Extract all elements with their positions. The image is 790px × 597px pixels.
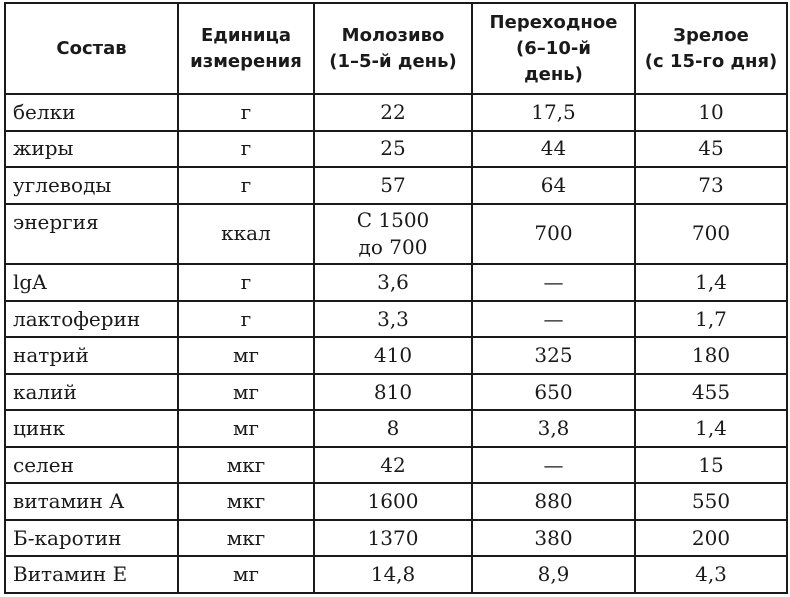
cell-colostrum: [314, 301, 472, 338]
table-header: [5, 3, 787, 94]
cell-mature: 15: [635, 447, 787, 484]
cell-mature: 455: [635, 374, 787, 411]
header-line: (1–5-й день): [329, 50, 457, 72]
cell-line: 1600: [367, 489, 419, 514]
cell-colostrum: [314, 167, 472, 204]
header-unit: [178, 3, 314, 94]
cell-unit: г: [178, 94, 314, 131]
cell-mature: 1,4: [635, 410, 787, 447]
table-row: [5, 301, 787, 338]
cell-line: 1370: [367, 525, 419, 550]
header-line: (6–10-й: [516, 37, 591, 59]
header-line: (с 15-го дня): [644, 50, 778, 72]
cell-composition: селен: [5, 447, 178, 484]
cell-line: С 1500: [356, 207, 430, 232]
cell-transitional: —: [472, 447, 635, 484]
header-line: Единица: [201, 24, 291, 46]
table-row: [5, 94, 787, 131]
cell-transitional: —: [472, 301, 635, 338]
header-mature: [635, 3, 787, 94]
cell-composition: Витамин Е: [5, 556, 178, 593]
cell-transitional: 380: [472, 520, 635, 557]
cell-transitional: 880: [472, 483, 635, 520]
cell-line: 3,3: [377, 306, 409, 331]
cell-line: 8: [386, 416, 400, 441]
cell-transitional: 700: [472, 204, 635, 265]
cell-composition: Б-каротин: [5, 520, 178, 557]
cell-mature: 180: [635, 337, 787, 374]
table-body: [5, 94, 787, 593]
cell-mature: 1,7: [635, 301, 787, 338]
header-transitional: [472, 3, 635, 94]
table-row: [5, 556, 787, 593]
cell-line: 22: [380, 99, 406, 124]
table-row: [5, 483, 787, 520]
cell-composition: жиры: [5, 131, 178, 168]
table-row: [5, 520, 787, 557]
cell-unit: мкг: [178, 520, 314, 557]
cell-mature: 700: [635, 204, 787, 265]
cell-mature: 200: [635, 520, 787, 557]
cell-composition: углеводы: [5, 167, 178, 204]
header-line: день): [524, 63, 583, 85]
cell-colostrum: [314, 520, 472, 557]
cell-mature: 1,4: [635, 264, 787, 301]
cell-composition: витамин А: [5, 483, 178, 520]
cell-mature: 550: [635, 483, 787, 520]
header-composition: [5, 3, 178, 94]
cell-composition: натрий: [5, 337, 178, 374]
header-line: измерения: [190, 50, 302, 72]
table-row: [5, 204, 787, 265]
cell-line: 410: [373, 343, 413, 368]
cell-colostrum: [314, 556, 472, 593]
cell-colostrum: [314, 483, 472, 520]
cell-colostrum: [314, 374, 472, 411]
header-row: [5, 3, 787, 94]
cell-transitional: 325: [472, 337, 635, 374]
cell-unit: мг: [178, 410, 314, 447]
cell-line: 57: [380, 172, 406, 197]
milk-composition-table-container: [4, 2, 786, 594]
cell-line: 810: [373, 379, 413, 404]
cell-line: 42: [380, 452, 406, 477]
cell-mature: 45: [635, 131, 787, 168]
cell-unit: г: [178, 167, 314, 204]
cell-unit: мкг: [178, 447, 314, 484]
cell-colostrum: [314, 131, 472, 168]
cell-unit: мкг: [178, 483, 314, 520]
table-row: [5, 447, 787, 484]
cell-mature: 10: [635, 94, 787, 131]
cell-colostrum: [314, 204, 472, 265]
cell-transitional: 3,8: [472, 410, 635, 447]
cell-line: до 700: [358, 234, 428, 259]
cell-colostrum: [314, 337, 472, 374]
cell-line: 25: [380, 136, 406, 161]
table-row: [5, 264, 787, 301]
cell-composition: лактоферин: [5, 301, 178, 338]
table-row: [5, 410, 787, 447]
header-line: Состав: [56, 37, 127, 59]
cell-unit: мг: [178, 337, 314, 374]
cell-transitional: —: [472, 264, 635, 301]
cell-transitional: 64: [472, 167, 635, 204]
cell-transitional: 8,9: [472, 556, 635, 593]
cell-composition: цинк: [5, 410, 178, 447]
cell-colostrum: [314, 264, 472, 301]
cell-transitional: 44: [472, 131, 635, 168]
cell-transitional: 650: [472, 374, 635, 411]
cell-unit: г: [178, 131, 314, 168]
cell-unit: мг: [178, 374, 314, 411]
milk-composition-table: [4, 2, 788, 594]
cell-composition: lgA: [5, 264, 178, 301]
table-row: [5, 131, 787, 168]
header-line: Молозиво: [341, 24, 445, 46]
cell-unit: г: [178, 264, 314, 301]
cell-mature: 73: [635, 167, 787, 204]
cell-colostrum: [314, 447, 472, 484]
cell-transitional: 17,5: [472, 94, 635, 131]
table-row: [5, 374, 787, 411]
table-row: [5, 337, 787, 374]
table-row: [5, 167, 787, 204]
cell-line: 14,8: [370, 562, 416, 587]
cell-composition: энергия: [5, 204, 178, 265]
cell-composition: белки: [5, 94, 178, 131]
cell-unit: ккал: [178, 204, 314, 265]
cell-composition: калий: [5, 374, 178, 411]
cell-colostrum: [314, 410, 472, 447]
cell-mature: 4,3: [635, 556, 787, 593]
header-line: Зрелое: [673, 24, 749, 46]
header-colostrum: [314, 3, 472, 94]
cell-unit: г: [178, 301, 314, 338]
header-line: Переходное: [489, 11, 618, 33]
cell-colostrum: [314, 94, 472, 131]
cell-line: 3,6: [377, 270, 409, 295]
cell-unit: мг: [178, 556, 314, 593]
